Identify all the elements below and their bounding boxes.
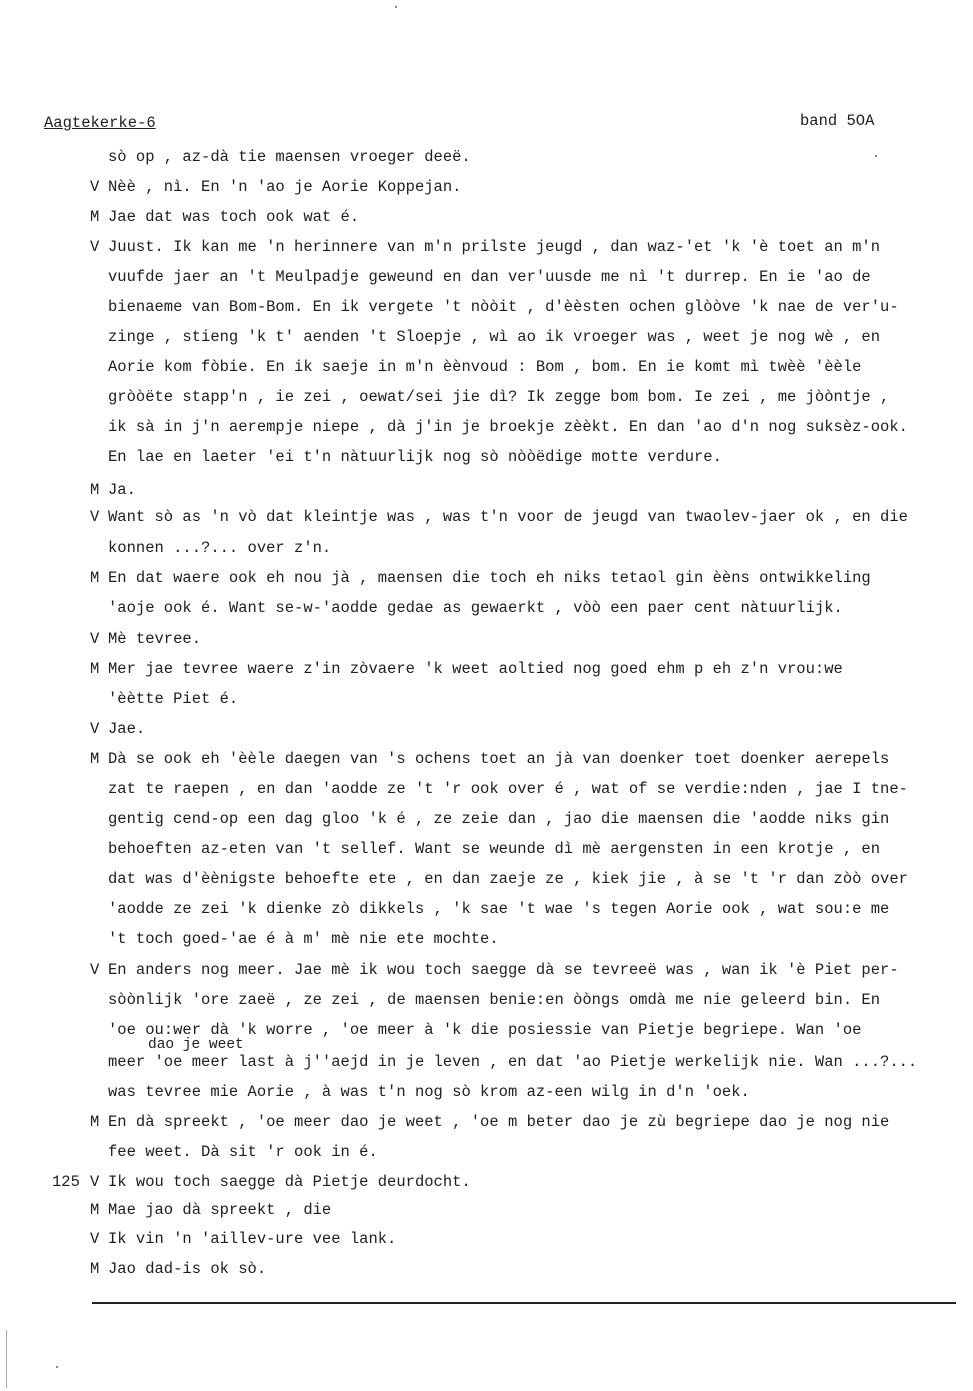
speaker-label: V	[90, 630, 100, 648]
transcript-line	[0, 779, 973, 799]
line-text: zat te raepen , en dan 'aodde ze 't 'r ook over é , wat of se verdie:nden , jae I tne-	[108, 780, 908, 798]
line-text: Mae jao dà spreekt , die	[108, 1201, 332, 1219]
speaker-label: V	[90, 961, 100, 979]
transcript-line	[0, 1229, 973, 1249]
transcript-line	[0, 267, 973, 287]
line-text: Want sò as 'n vò dat kleintje was , was t'n voor de jeugd van twaolev-jaer ok , en die	[108, 508, 908, 526]
transcript-line	[0, 1052, 973, 1072]
margin-line	[6, 1330, 7, 1388]
transcript-line	[0, 1172, 973, 1192]
transcript-line	[0, 990, 973, 1010]
speaker-label: V	[90, 1173, 100, 1191]
line-text: Mer jae tevree waere z'in zòvaere 'k weet aoltied nog goed ehm p eh z'n vrou:we	[108, 660, 843, 678]
scan-speck	[56, 1366, 58, 1368]
transcript-line	[0, 147, 973, 167]
line-text: zinge , stieng 'k t' aenden 't Sloepje , wì ao ik vroeger was , weet je nog wè , en	[108, 328, 881, 346]
transcript-line	[0, 447, 973, 467]
line-text: Ja.	[108, 481, 136, 499]
speaker-label: M	[90, 481, 100, 499]
line-text: En dà spreekt , 'oe meer dao je weet , 'oe m beter dao je zù begriepe dao je nog nie	[108, 1113, 890, 1131]
line-text: Ik vin 'n 'aillev-ure vee lank.	[108, 1230, 397, 1248]
line-text: 't toch goed-'ae é à m' mè nie ete mochte.	[108, 930, 499, 948]
line-text: Jae.	[108, 720, 146, 738]
transcript-line	[0, 1082, 973, 1102]
scan-speck	[875, 155, 877, 157]
transcript-line	[0, 1200, 973, 1220]
scan-speck	[395, 6, 397, 8]
speaker-label: V	[90, 178, 100, 196]
transcript-line	[0, 869, 973, 889]
speaker-label: M	[90, 1113, 100, 1131]
transcript-line	[0, 568, 973, 588]
speaker-label: M	[90, 660, 100, 678]
transcript-line	[0, 689, 973, 709]
line-text: Dà se ook eh 'èèle daegen van 's ochens toet an jà van doenker toet doenker aerepels	[108, 750, 890, 768]
line-text: 'èètte Piet é.	[108, 690, 239, 708]
transcript-line	[0, 538, 973, 558]
speaker-label: V	[90, 508, 100, 526]
transcript-line	[0, 929, 973, 949]
transcript-line	[0, 480, 973, 500]
line-text: Juust. Ik kan me 'n herinnere van m'n prilste jeugd , dan waz-'et 'k 'è toet an m'n	[108, 238, 881, 256]
line-text: Jae dat was toch ook wat é.	[108, 208, 360, 226]
transcript-line	[0, 1259, 973, 1279]
line-text: 'aoje ook é. Want se-w-'aodde gedae as gewaerkt , vòò een paer cent nàtuurlijk.	[108, 599, 843, 617]
line-number: 125	[52, 1173, 80, 1191]
transcript-line	[0, 749, 973, 769]
transcript-line	[0, 960, 973, 980]
speaker-label: M	[90, 1201, 100, 1219]
transcript-line	[0, 598, 973, 618]
line-text: 'oe ou:wer dà 'k worre , 'oe meer à 'k die posiessie van Pietje begriepe. Wan 'oe	[108, 1021, 862, 1039]
line-text: En lae en laeter 'ei t'n nàtuurlijk nog sò nòòëdige motte verdure.	[108, 448, 722, 466]
transcript-line	[0, 839, 973, 859]
line-text: sò op , az-dà tie maensen vroeger deeë.	[108, 148, 471, 166]
line-text: dat was d'èènigste behoefte ete , en dan zaeje ze , kiek jie , à se 't 'r dan zòò over	[108, 870, 908, 888]
line-text: En anders nog meer. Jae mè ik wou toch saegge dà se tevreeë was , wan ik 'è Piet per-	[108, 961, 899, 979]
speaker-label: V	[90, 238, 100, 256]
transcript-line	[0, 507, 973, 527]
line-text: vuufde jaer an 't Meulpadje geweund en dan ver'uusde me nì 't durrep. En ie 'ao de	[108, 268, 871, 286]
line-text: ik sà in j'n aerempje niepe , dà j'in je broekje zèèkt. En dan 'ao d'n nog suksèz-ook.	[108, 418, 908, 436]
transcript-line	[0, 809, 973, 829]
line-text: Aorie kom fòbie. En ik saeje in m'n èènvoud : Bom , bom. En ie komt mì twèè 'èèle	[108, 358, 862, 376]
speaker-label: M	[90, 569, 100, 587]
transcript-line	[0, 629, 973, 649]
line-text: konnen ...?... over z'n.	[108, 539, 332, 557]
transcript-line	[0, 659, 973, 679]
transcript-line	[0, 207, 973, 227]
transcript-line	[0, 1142, 973, 1162]
speaker-label: M	[90, 1260, 100, 1278]
transcript-line	[0, 237, 973, 257]
transcript-line	[0, 357, 973, 377]
transcript-line	[0, 417, 973, 437]
document-location-title: Aagtekerke-6	[44, 114, 156, 132]
transcript-line	[0, 297, 973, 317]
transcript-line	[0, 1112, 973, 1132]
line-text: gentig cend-op een dag gloo 'k é , ze zeie dan , jao die maensen die 'aodde niks gin	[108, 810, 890, 828]
line-text: bienaeme van Bom-Bom. En ik vergete 't nòòit , d'èèsten ochen glòòve 'k nae de ver'u-	[108, 298, 899, 316]
speaker-label: V	[90, 720, 100, 738]
speaker-label: V	[90, 1230, 100, 1248]
transcript-line	[0, 177, 973, 197]
transcript-line	[0, 1020, 973, 1040]
line-text: fee weet. Dà sit 'r ook in é.	[108, 1143, 378, 1161]
interlinear-insertion: dao je weet	[148, 1037, 244, 1053]
speaker-label: M	[90, 750, 100, 768]
line-text: meer 'oe meer last à j''aejd in je leven , en dat 'ao Pietje werkelijk nie. Wan ...?...	[108, 1053, 918, 1071]
line-text: Ik wou toch saegge dà Pietje deurdocht.	[108, 1173, 471, 1191]
transcript-line	[0, 719, 973, 739]
line-text: Nèè , nì. En 'n 'ao je Aorie Koppejan.	[108, 178, 462, 196]
speaker-label: M	[90, 208, 100, 226]
transcript-line	[0, 899, 973, 919]
line-text: 'aodde ze zei 'k dienke zò dikkels , 'k sae 't wae 's tegen Aorie ook , wat sou:e me	[108, 900, 890, 918]
line-text: sòònlijk 'ore zaeë , ze zei , de maensen benie:en òòngs omdà me nie geleerd bin. En	[108, 991, 881, 1009]
transcript-line	[0, 327, 973, 347]
line-text: En dat waere ook eh nou jà , maensen die toch eh niks tetaol gin èèns ontwikkeling	[108, 569, 871, 587]
bottom-rule	[92, 1302, 956, 1304]
line-text: gròòëte stapp'n , ie zei , oewat/sei jie dì? Ik zegge bom bom. Ie zei , me jòòntje ,	[108, 388, 890, 406]
line-text: Mè tevree.	[108, 630, 202, 648]
tape-band-label: band 5OA	[800, 112, 875, 130]
line-text: Jao dad-is ok sò.	[108, 1260, 267, 1278]
line-text: behoeften az-eten van 't sellef. Want se weunde dì mè aergensten in een krotje , en	[108, 840, 881, 858]
transcript-line	[0, 387, 973, 407]
line-text: was tevree mie Aorie , à was t'n nog sò krom az-een wilg in d'n 'oek.	[108, 1083, 750, 1101]
